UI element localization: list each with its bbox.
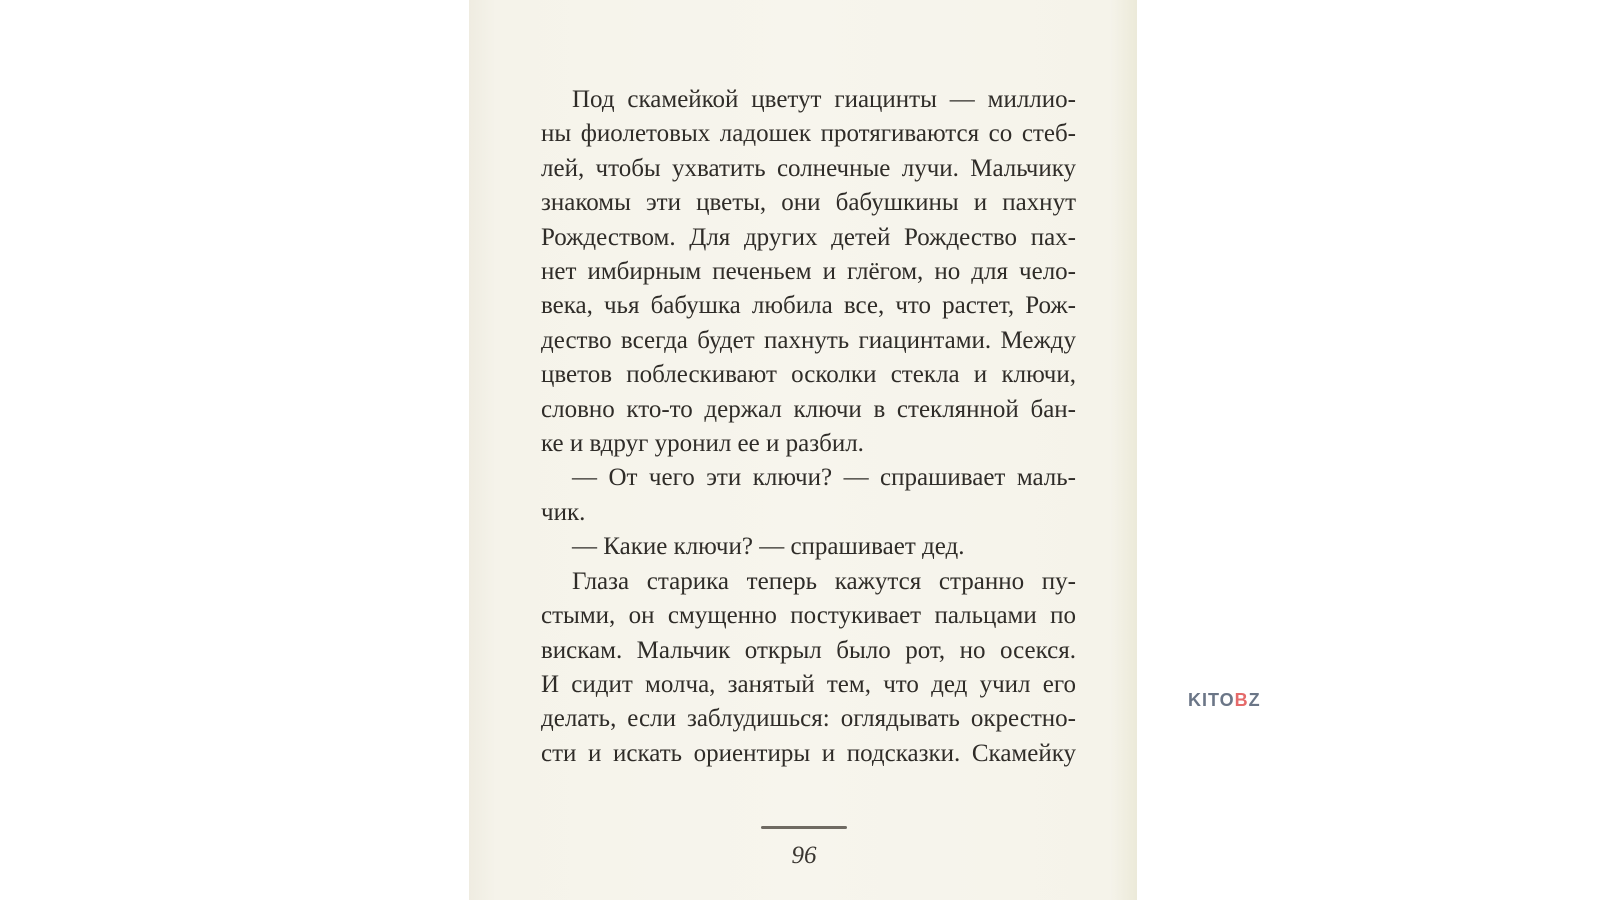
watermark-right: Z (1248, 690, 1261, 710)
text-line-7: века, чья бабушка любила все, что растет, Рож- (541, 292, 1076, 320)
text-line-4: знакомы эти цветы, они бабушкины и пахнут (541, 189, 1076, 217)
text-line-3: лей, чтобы ухватить солнечные лучи. Мальчику (541, 154, 1076, 182)
folio-rule (761, 826, 847, 829)
watermark-accent: B (1234, 690, 1249, 710)
text-line-9: цветов поблескивают осколки стекла и ключи, (541, 361, 1076, 389)
watermark-logo (1188, 690, 1261, 711)
text-line-19: делать, если заблудишься: оглядывать окрестно- (541, 705, 1076, 733)
text-line-18: И сидит молча, занятый тем, что дед учил его (541, 670, 1076, 698)
text-line-2: ны фиолетовых ладошек протягиваются со стеб- (541, 120, 1076, 148)
text-line-17: вискам. Мальчик открыл было рот, но осекся. (541, 636, 1076, 664)
text-line-8: дество всегда будет пахнуть гиацинтами. Между (541, 326, 1076, 354)
body-text (541, 83, 1076, 771)
text-line-20: сти и искать ориентиры и подсказки. Скамейку (541, 739, 1076, 767)
page-number: 96 (791, 842, 817, 869)
text-line-14: — Какие ключи? — спрашивает дед. (572, 533, 965, 561)
text-line-11: ке и вдруг уронил ее и разбил. (541, 430, 864, 458)
watermark-left: KITO (1188, 690, 1235, 710)
text-line-6: нет имбирным печеньем и глёгом, но для чело- (541, 258, 1076, 286)
text-line-1: Под скамейкой цветут гиацинты — миллио- (572, 86, 1076, 113)
text-line-5: Рождеством. Для других детей Рождество пах- (541, 223, 1076, 251)
book-page (469, 0, 1137, 900)
text-line-15: Глаза старика теперь кажутся странно пу- (572, 567, 1076, 595)
text-line-10: словно кто-то держал ключи в стеклянной бан- (541, 395, 1076, 423)
text-line-16: стыми, он смущенно постукивает пальцами по (541, 602, 1076, 630)
text-line-12: — От чего эти ключи? — спрашивает маль- (572, 464, 1076, 492)
text-line-13: чик. (541, 498, 586, 526)
